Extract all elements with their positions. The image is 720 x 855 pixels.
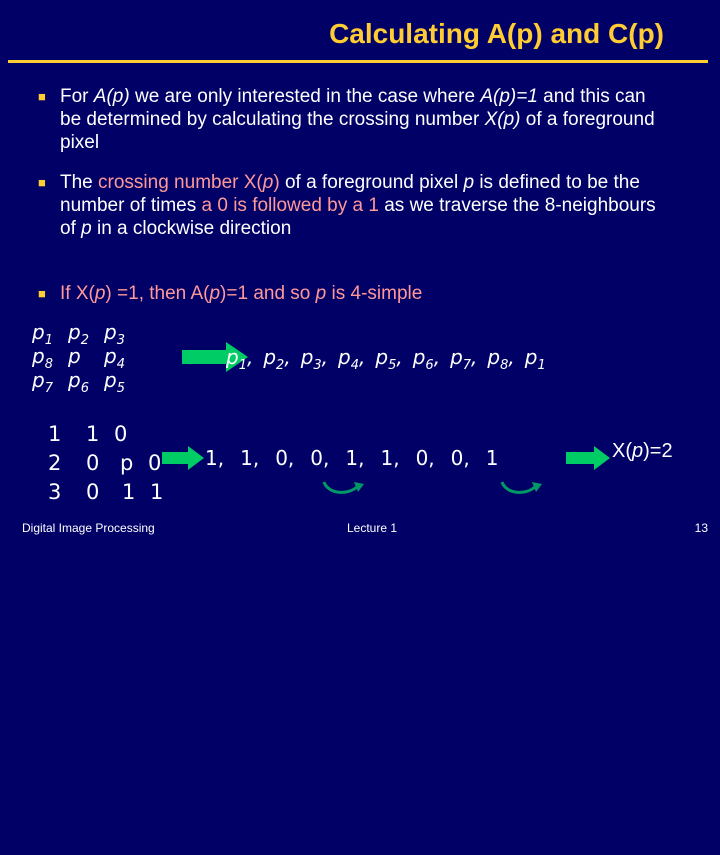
highlight-text: a 0 is followed by a 1 bbox=[201, 195, 379, 216]
separator: , bbox=[508, 345, 515, 369]
sequence-item: $p_6$ bbox=[412, 345, 434, 373]
neighbour-grid: $p_1$ $p_2$ $p_3$ $p_8$ p $p_4$ $p_7$ $p_6$ $p_5$ bbox=[32, 320, 125, 396]
sequence-item: $p_8$ bbox=[487, 345, 509, 373]
slide-title: Calculating A(p) and C(p) bbox=[329, 18, 664, 49]
bullet-marker: ■ bbox=[38, 286, 46, 301]
sequence-value: 1 bbox=[205, 446, 218, 470]
separator: , bbox=[323, 446, 330, 470]
bullet-2 bbox=[38, 171, 660, 240]
sequence-value: 1 bbox=[485, 446, 499, 470]
text: in a clockwise direction bbox=[91, 218, 292, 239]
highlight-text: p bbox=[262, 172, 274, 193]
sequence-value: 0 bbox=[450, 446, 464, 470]
sequence-item: $p_7$ bbox=[450, 345, 472, 373]
highlight-text: is 4-simple bbox=[326, 283, 423, 304]
sequence-value: 0 bbox=[310, 446, 324, 470]
highlight-text: )=1 and so bbox=[220, 283, 316, 304]
highlight-text: If X( bbox=[60, 283, 95, 304]
separator: , bbox=[284, 345, 291, 369]
separator: , bbox=[246, 345, 254, 369]
text: A(p)=1 bbox=[480, 86, 538, 107]
title-divider bbox=[8, 60, 708, 63]
text: as we traverse the 8-neighbours of bbox=[60, 195, 656, 239]
separator: , bbox=[396, 345, 403, 369]
text: is defined to be the number of times bbox=[60, 172, 640, 216]
text: X(p) bbox=[484, 109, 521, 130]
sequence-item: $p_4$ bbox=[338, 345, 360, 373]
example-sequence bbox=[205, 446, 498, 470]
page-number: 13 bbox=[694, 521, 708, 535]
highlight-text: p bbox=[209, 283, 221, 304]
separator: , bbox=[358, 446, 365, 470]
sequence-item: $p_1$ bbox=[226, 345, 247, 373]
text: A(p) bbox=[93, 86, 130, 107]
highlight-text: ) =1, then A( bbox=[105, 283, 210, 304]
text: For bbox=[60, 86, 94, 107]
bullet-3 bbox=[38, 282, 660, 305]
sequence-value: 1 bbox=[380, 446, 394, 470]
right-arrow-icon bbox=[566, 446, 610, 470]
bullet-1 bbox=[38, 85, 660, 154]
sequence-item: $p_5$ bbox=[375, 345, 397, 373]
text: of a foreground pixel bbox=[60, 109, 655, 153]
bullet-marker: ■ bbox=[38, 175, 46, 190]
transition-curl-icon bbox=[318, 478, 368, 500]
sequence-item: $p_3$ bbox=[300, 345, 322, 373]
separator: , bbox=[471, 345, 478, 369]
separator: , bbox=[252, 446, 260, 470]
sequence-value: 0 bbox=[275, 446, 288, 470]
highlight-text: crossing number X( bbox=[98, 172, 263, 193]
bullet-marker: ■ bbox=[38, 89, 46, 104]
separator: , bbox=[217, 446, 225, 470]
transition-curl-icon bbox=[496, 478, 546, 500]
text: and this can be determined by calculating the crossing number bbox=[60, 86, 646, 130]
separator: , bbox=[433, 345, 441, 369]
sequence-value: 0 bbox=[415, 446, 429, 470]
text: of a foreground pixel bbox=[279, 172, 464, 193]
separator: , bbox=[287, 446, 295, 470]
sequence-value: 1 bbox=[345, 446, 359, 470]
footer-course: Digital Image Processing bbox=[22, 521, 155, 535]
text: p bbox=[81, 218, 92, 239]
separator: , bbox=[428, 446, 435, 470]
neighbour-sequence bbox=[226, 345, 546, 373]
highlight-text: p bbox=[315, 283, 327, 304]
right-arrow-icon bbox=[162, 446, 204, 470]
crossing-result: X(p)=2 bbox=[612, 440, 673, 462]
text: p bbox=[463, 172, 475, 193]
sequence-item: $p_2$ bbox=[263, 345, 285, 373]
separator: , bbox=[321, 345, 329, 369]
example-grid: 1 1 0 2 0 p 0 3 0 1 1 bbox=[48, 422, 164, 504]
sequence-item: $p_1$ bbox=[524, 345, 546, 373]
sequence-value: 1 bbox=[240, 446, 253, 470]
separator: , bbox=[393, 446, 400, 470]
text: The bbox=[60, 172, 99, 193]
text: we are only interested in the case where bbox=[129, 86, 481, 107]
footer-lecture: Lecture 1 bbox=[347, 521, 398, 535]
separator: , bbox=[463, 446, 470, 470]
separator: , bbox=[359, 345, 366, 369]
highlight-text: ) bbox=[273, 172, 280, 193]
highlight-text: p bbox=[94, 283, 106, 304]
